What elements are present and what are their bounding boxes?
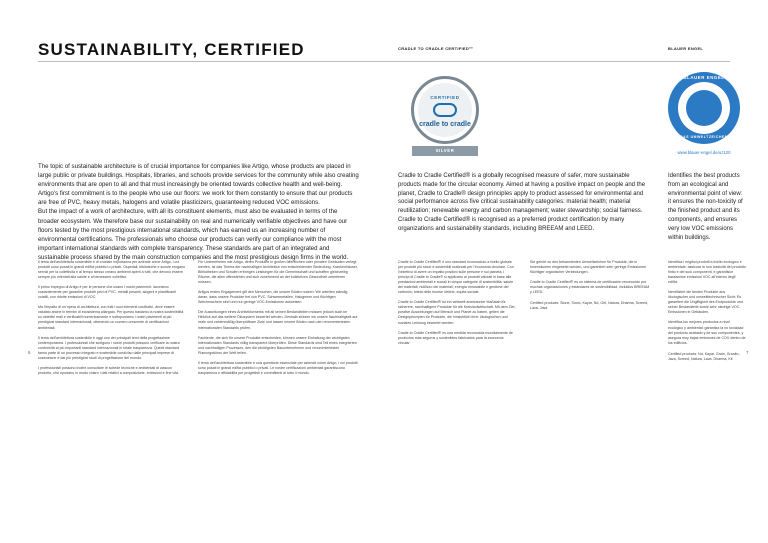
body-paragraph: Il primo impegno di Artigo è per le persone che usano i nostri pavimenti: lavoriamo costantemente per garantire prodotti privi di PVC, metalli pesanti, alogeni e plastificanti volatili, con ridotte emissioni di VOC. xyxy=(38,285,177,300)
certified-products-list: Certified products: Nd, Kayar, Grain, Granito, Java, Screed, Natura, Lava, Dharma, Kit xyxy=(668,351,740,361)
intro-text xyxy=(38,162,360,262)
c2c-seal xyxy=(411,76,479,144)
blue-angel-url: www.blauer-engel.de/uz120 xyxy=(677,150,731,155)
cradle-to-cradle-logo xyxy=(398,74,496,166)
body-paragraph: Cradle to Cradle Certified® es un sistema de certificación reconocido por muchas organizaciones y estándares de sostenibilidad, incluidos BREEAM y LEED. xyxy=(530,280,650,295)
blue-angel-section-label: BLAUER ENGEL xyxy=(668,46,704,51)
body-paragraph: Identifica i migliori prodotti a livello ecologico e ambientale: assicura la non tossicità del prodotto finito e dei suoi componenti, e garantisce bassissime emissioni VOC all'interno degli edifici. xyxy=(668,260,746,285)
body-paragraph: Sie gehört zu den bekanntesten Umweltzeichen für Produkte, die in Innenräumen eingesetzt werden, und garantiert sehr geringe Emissionen flüchtiger organischer Verbindungen. xyxy=(530,260,647,275)
c2c-description: Cradle to Cradle Certified® is a globally recognised measure of safer, more sustainable products made for the circular economy. Aimed at having a positive impact on people and the planet, Cradle to Cradle® design principles apply to product assessed for environmental and social performance across five critical sustainability categories: material health; material reutilization; renewable energy and carbon management; water stewardship; social fairness. Cradle to Cradle Certified® is recognised as a preferred product certification by many organizations and sustainability standards, including BREEAM and LEED. xyxy=(398,173,646,232)
blue-angel-description: Identifies the best products from an ecological and environmental point of view: it ensures the non-toxicity of the finished product and its components, and ensures very low VOC emissions within buildings. xyxy=(668,173,743,241)
intro-paragraph: But the impact of a work of architecture, with all its constituent elements, must also be evaluated in terms of the broader ecosystem. We therefore base our sustainability on real and numerically verifiable objectives and have our floors tested by the most prestigious international standards, which has earned us an increasing number of environmental certifications. The professionals who choose our products can verify our compliance with the most important international standards with complete transparency. These standards are part of an integrated and sustainable process shared by the main construction companies and the most prestigious design firms in the world. xyxy=(38,208,349,261)
intro-paragraph: The topic of sustainable architecture is of crucial importance for companies like Artigo, whose products are placed in large public or private buildings. Hospitals, libraries, and schools provide services for the community while also creating environments that are open to all and that must increasingly be oriented towards collective health and well-being. xyxy=(38,163,359,189)
body-paragraph: Identifiziert die besten Produkte aus ökologischer und umwelttechnischer Sicht: Es garantiert die Ungiftigkeit des Endprodukts und seiner Bestandteile sowie sehr niedrige VOC-Emissionen in Gebäuden. xyxy=(668,290,743,315)
body-paragraph: Identifica los mejores productos a nivel ecológico y ambiental: garantiza la no toxicidad del producto acabado y de sus componentes, y asegura muy bajas emisiones de COV dentro de los edificios. xyxy=(668,320,746,345)
italian-column xyxy=(38,260,186,381)
body-paragraph: I professionisti possono inoltre consultare le schede tecniche e ambientali di ciascun prodotto, che riportano in modo chiaro i dati relativi a composizione, emissioni e fine vita. xyxy=(38,365,180,375)
body-paragraph: Cradle to Cradle Certified® es una medida reconocida mundialmente de productos más seguros y sostenibles fabricados para la economía circular. xyxy=(398,330,513,345)
body-paragraph: Die Auswirkungen eines Architekturwerks mit all seinen Bestandteilen müssen jedoch auch im Hinblick auf das weitere Ökosystem bewertet werden. Deshalb stützen wir unsere Nachhaltigkeit auf reale und zahlenmäßig überprüfbare Ziele und lassen unsere Böden nach den renommiertesten internationalen Standards prüfen. xyxy=(198,310,358,330)
body-paragraph: Fachleute, die sich für unsere Produkte entscheiden, können unsere Einhaltung der wichtigsten internationalen Standards völlig transparent überprüfen. Diese Standards sind Teil eines integrierten und nachhaltigen Prozesses, den die wichtigsten Bauunternehmen und renommiertesten Planungsbüros der Welt teilen. xyxy=(198,335,357,355)
body-paragraph: Il tema dell'architettura sostenibile è oggi uno dei principali temi della progettazione contemporanea. I professionisti che scelgono i nostri prodotti possono verificare la nostra conformità ai più importanti standard internazionali in totale trasparenza. Questi standard fanno parte di un processo integrato e sostenibile condiviso dalle principali imprese di costruzione e dai più prestigiosi studi di progettazione del mondo. xyxy=(38,335,180,360)
intro-paragraph: Artigo's first commitment is to the people who use our floors: we work for them constantly to ensure that our products are free of PVC, heavy metals, halogens and volatile plasticizers, guaranteeing reduced VOC emissions. xyxy=(38,190,353,207)
german-column xyxy=(198,260,358,381)
c2c-section-label: CRADLE TO CRADLE CERTIFIED™ xyxy=(398,46,474,51)
page-title: SUSTAINABILITY, CERTIFIED xyxy=(38,40,305,59)
blue-angel-top-text: BLAUER ENGEL xyxy=(683,75,725,80)
c2c-loop-icon xyxy=(433,103,457,117)
certified-products-list: Certified products: Stone, Sonic, Kayar, Nd, Grit, Natura, Dharma, Screed, Lava, Java xyxy=(530,301,649,311)
blue-angel-translations-column xyxy=(668,260,746,367)
body-paragraph: Für Unternehmen wie Artigo, deren Produkte in großen öffentlichen oder privaten Gebäuden verlegt werden, ist das Thema der nachhaltigen Architektur von entscheidender Bedeutung. Krankenhäuser, Bibliotheken und Schulen erbringen Leistungen für die Gemeinschaft und schaffen gleichzeitig Räume, die allen offenstehen und sich zunehmend an der kollektiven Gesundheit orientieren müssen. xyxy=(198,260,358,285)
body-paragraph: Ma l'impatto di un'opera di architettura, con tutti i suoi elementi costitutivi, deve essere valutato anche in termini di ecosistema allargato. Per questo basiamo la nostra sostenibilità su obiettivi reali e verificabili numericamente e sottoponiamo i nostri pavimenti ai più prestigiosi standard internazionali, ottenendo un numero crescente di certificazioni ambientali. xyxy=(38,305,184,330)
c2c-name-text: cradle to cradle xyxy=(419,121,471,128)
body-paragraph: Artigos erstes Engagement gilt den Menschen, die unsere Böden nutzen: Wir arbeiten ständig daran, dass unsere Produkte frei von PVC, Schwermetallen, Halogenen und flüchtigen Weichmachern sind und nur geringe VOC-Emissionen aufweisen. xyxy=(198,290,348,305)
body-paragraph: Cradle to Cradle Certified® è uno standard riconosciuto a livello globale per prodotti più sicuri e sostenibili realizzati per l'economia circolare. Con l'obiettivo di avere un impatto positivo sulle persone e sul pianeta, i principi di Cradle to Cradle® si applicano ai prodotti valutati in base alle prestazioni ambientali e sociali in cinque categorie di sostenibilità: salute dei materiali; riutilizzo dei materiali; energia rinnovabile e gestione del carbonio; tutela delle risorse idriche; equità sociale. xyxy=(398,260,514,295)
page-number-left: 6 xyxy=(28,350,31,355)
body-paragraph: Cradle to Cradle Certified® ist ein weltweit anerkannter Maßstab für sicherere, nachhaltigere Produkte für die Kreislaufwirtschaft. Mit dem Ziel, positive Auswirkungen auf Mensch und Planet zu haben, gelten die Designprinzipien für Produkte, die hinsichtlich ihrer ökologischen und sozialen Leistung bewertet werden. xyxy=(398,300,516,325)
blue-angel-emblem-icon xyxy=(686,90,722,126)
blue-angel-logo xyxy=(668,72,740,144)
c2c-translations-column xyxy=(398,260,516,351)
page-number-right: 7 xyxy=(746,350,749,355)
c2c-certified-text: CERTIFIED xyxy=(430,95,460,100)
blue-angel-bottom-text: DAS UMWELTZEICHEN xyxy=(680,135,728,139)
title-divider xyxy=(38,61,730,62)
c2c-translations-column-2 xyxy=(530,260,652,316)
body-paragraph: Il tema dell'architettura sostenibile è una questione essenziale per aziende come Artigo, i cui prodotti sono posati in grandi edifici pubblici o privati. Le nostre certificazioni ambientali garantiscono trasparenza e affidabilità per progettisti e committenti di tutto il mondo. xyxy=(198,360,358,375)
c2c-level-badge: SILVER xyxy=(412,146,478,156)
body-paragraph: Il tema dell'architettura sostenibile è di cruciale importanza per aziende come Artigo, i cui prodotti sono posati in grandi edifici pubblici o privati. Ospedali, biblioteche e scuole erogano servizi per la collettività e al tempo stesso creano ambienti aperti a tutti, che devono essere sempre più orientati alla salute e al benessere collettivo. xyxy=(38,260,186,280)
